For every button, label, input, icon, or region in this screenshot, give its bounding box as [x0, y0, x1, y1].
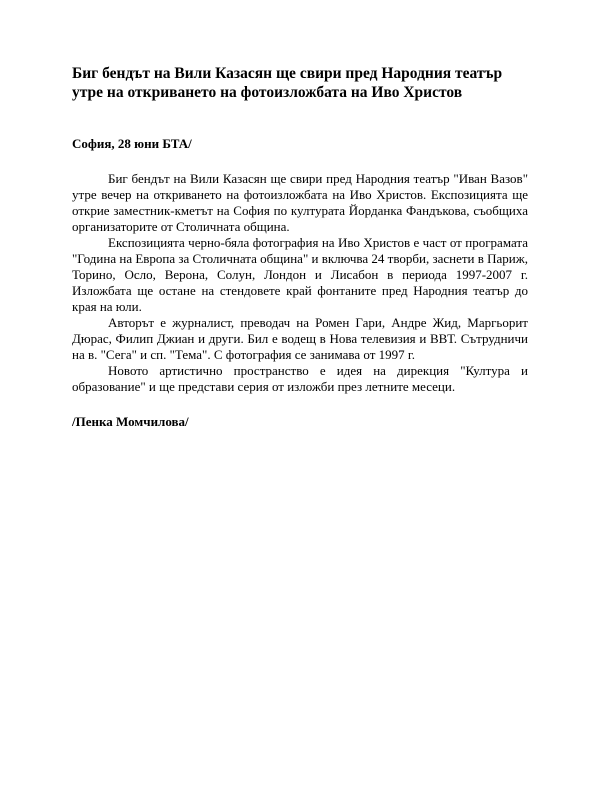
article-body: [72, 171, 528, 395]
article-paragraph: Биг бендът на Вили Казасян ще свири пред Народния театър "Иван Вазов" утре вечер на откриването на фотоизложбата на Иво Христов. Експозицията ще открие заместник-кметът на София по културата Йорданка Фандъкова, съобщиха организаторите от Столичната община.: [72, 171, 528, 234]
document-page: [72, 64, 528, 430]
article-paragraph: Експозицията черно-бяла фотография на Иво Христов е част от програмата "Година на Европа за Столичната община" и включва 24 творби, заснети в Париж, Торино, Осло, Верона, Солун, Лондон и Лисабон в периода 1997-2007 г. Изложбата ще остане на стендовете край фонтаните пред Народния театър до края на юли.: [72, 235, 528, 314]
article-dateline: София, 28 юни БТА/: [72, 136, 192, 151]
article-paragraph: Авторът е журналист, преводач на Ромен Гари, Андре Жид, Маргьорит Дюрас, Филип Джиан и други. Бил е водещ в Нова телевизия и ВВТ. Сътрудничи на в. "Сега" и сп. "Тема". С фотография се занимава от 1997 г.: [72, 315, 528, 362]
article-headline: Биг бендът на Вили Казасян ще свири пред Народния театър утре на откриването на фотоизложбата на Иво Христов: [72, 65, 503, 101]
article-signature: /Пенка Момчилова/: [72, 414, 189, 429]
article-paragraph: Новото артистично пространство е идея на дирекция "Култура и образование" и ще представи серия от изложби през летните месеци.: [72, 363, 528, 394]
